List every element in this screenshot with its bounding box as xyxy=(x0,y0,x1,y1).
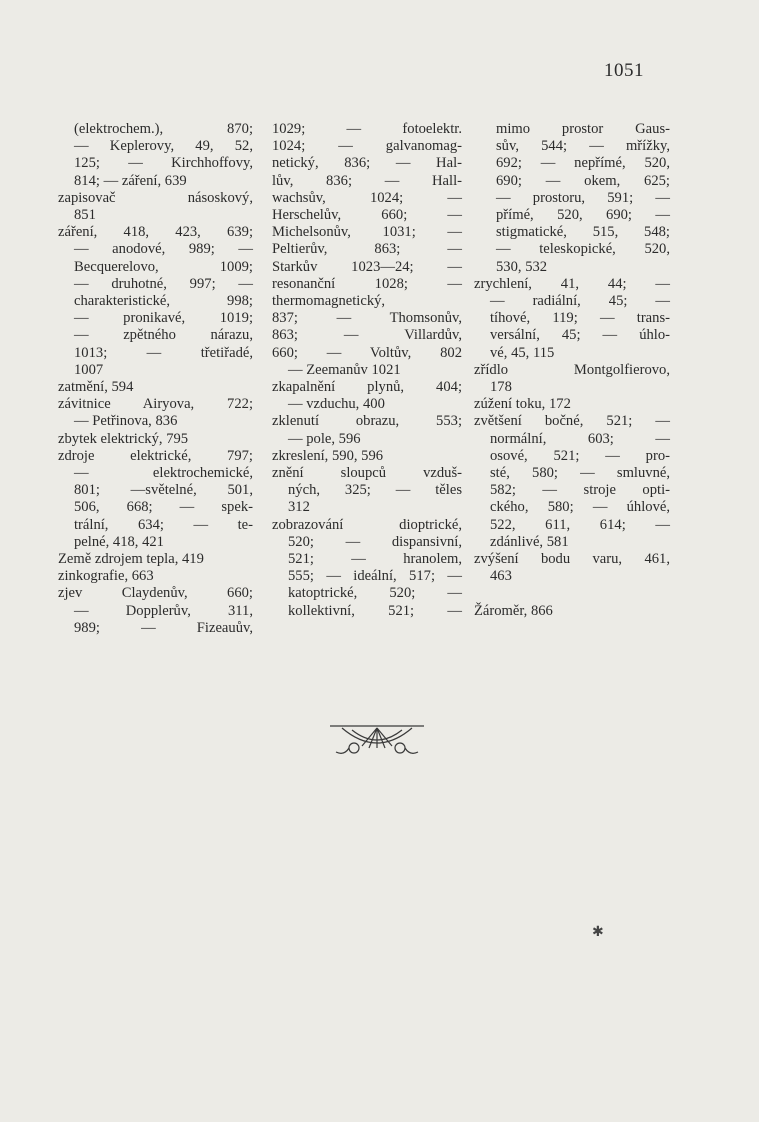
index-line: 178 xyxy=(490,379,512,396)
index-line: Peltierův, 863; — xyxy=(272,241,462,258)
index-line: zúžení toku, 172 xyxy=(474,396,571,413)
index-line: 1007 xyxy=(74,361,104,378)
index-line: — vzduchu, 400 xyxy=(288,396,385,413)
index-line: 582; — stroje opti- xyxy=(490,482,670,499)
index-line: zvětšení bočné, 521; — xyxy=(474,413,670,430)
index-line: — prostoru, 591; — xyxy=(496,189,670,206)
index-line: znění sloupců vzduš- xyxy=(272,465,462,482)
index-line: 814; — záření, 639 xyxy=(74,172,187,189)
index-line: zinkografie, 663 xyxy=(58,568,154,585)
index-line: Starkův 1023—24; — xyxy=(272,258,462,275)
index-line: Žároměr, 866 xyxy=(474,602,553,619)
index-line: 837; — Thomsonův, xyxy=(272,310,462,327)
index-line: záření, 418, 423, 639; xyxy=(58,224,253,241)
index-line: — zpětného nárazu, xyxy=(74,327,253,344)
index-line: — teleskopické, 520, xyxy=(496,241,670,258)
index-line: — Keplerovy, 49, 52, xyxy=(74,138,253,155)
index-line: 530, 532 xyxy=(496,258,548,275)
index-line: 521; — hranolem, xyxy=(288,551,462,568)
index-line: (elektrochem.), 870; xyxy=(74,121,253,137)
index-line: 863; — Villardův, xyxy=(272,327,462,344)
index-line: trální, 634; — te- xyxy=(74,516,253,533)
index-line: 522, 611, 614; — xyxy=(490,516,670,533)
index-line: — druhotné, 997; — xyxy=(74,275,253,292)
index-line: ckého, 580; — úhlové, xyxy=(490,499,670,516)
decorative-tailpiece-ornament xyxy=(322,718,432,760)
index-line: thermomagnetický, xyxy=(272,293,386,310)
index-line: — Petřinova, 836 xyxy=(74,413,178,430)
index-line: 312 xyxy=(288,499,310,516)
index-line: zkreslení, 590, 596 xyxy=(272,447,384,464)
index-line: 125; — Kirchhoffovy, xyxy=(74,155,253,172)
index-line: wachsův, 1024; — xyxy=(272,189,462,206)
index-column-1 xyxy=(58,121,253,637)
index-line: ných, 325; — těles xyxy=(288,482,462,499)
index-line: přímé, 520, 690; — xyxy=(496,207,670,224)
index-line: vé, 45, 115 xyxy=(490,344,555,361)
index-line: resonanční 1028; — xyxy=(272,275,462,292)
index-line: osové, 521; — pro- xyxy=(490,447,670,464)
index-line: zkapalnění plynů, 404; xyxy=(272,379,462,396)
index-line: 801; —světelné, 501, xyxy=(74,482,253,499)
index-line: 690; — okem, 625; xyxy=(496,172,670,189)
index-line: 660; — Voltův, 802 xyxy=(272,344,462,361)
index-line: — elektrochemické, xyxy=(74,465,253,482)
index-line: 1029; — fotoelektr. xyxy=(272,121,462,137)
index-line: 555; — ideální, 517; — xyxy=(288,568,462,585)
index-line: netický, 836; — Hal- xyxy=(272,155,462,172)
index-line: — pronikavé, 1019; xyxy=(74,310,253,327)
index-line: — pole, 596 xyxy=(288,430,361,447)
index-line: zdroje elektrické, 797; xyxy=(58,447,253,464)
index-line: katoptrické, 520; — xyxy=(288,585,462,602)
index-line: zjev Claydenův, 660; xyxy=(58,585,253,602)
index-line: sté, 580; — smluvné, xyxy=(490,465,670,482)
index-line: Becquerelovo, 1009; xyxy=(74,258,253,275)
index-line: zrychlení, 41, 44; — xyxy=(474,275,670,292)
index-line: stigmatické, 515, 548; xyxy=(496,224,670,241)
index-line: Michelsonův, 1031; — xyxy=(272,224,462,241)
index-line: 506, 668; — spek- xyxy=(74,499,253,516)
index-column-2 xyxy=(272,121,462,620)
index-line xyxy=(474,585,670,602)
index-line: 520; — dispansivní, xyxy=(288,533,462,550)
index-line: 1013; — třetiřadé, xyxy=(74,344,253,361)
index-line: — radiální, 45; — xyxy=(490,293,670,310)
index-line: zdánlivé, 581 xyxy=(490,533,569,550)
index-column-3 xyxy=(474,121,670,620)
index-line: kollektivní, 521; — xyxy=(288,602,462,619)
index-line: 851 xyxy=(74,207,96,224)
page-number: 1051 xyxy=(604,60,644,81)
index-line: Herschelův, 660; — xyxy=(272,207,462,224)
index-line: lův, 836; — Hall- xyxy=(272,172,462,189)
index-line: 1024; — galvanomag- xyxy=(272,138,462,155)
index-line: versální, 45; — úhlo- xyxy=(490,327,670,344)
index-line: sův, 544; — mřížky, xyxy=(496,138,670,155)
index-line: charakteristické, 998; xyxy=(74,293,253,310)
index-line: zbytek elektrický, 795 xyxy=(58,430,189,447)
ink-speck: ✱ xyxy=(592,925,604,940)
index-line: — Dopplerův, 311, xyxy=(74,602,253,619)
index-line: tíhové, 119; — trans- xyxy=(490,310,670,327)
index-line: — Zeemanův 1021 xyxy=(288,361,401,378)
index-line: závitnice Airyova, 722; xyxy=(58,396,253,413)
index-line: mimo prostor Gaus- xyxy=(496,121,670,137)
index-line: zklenutí obrazu, 553; xyxy=(272,413,462,430)
index-line: zatmění, 594 xyxy=(58,379,134,396)
index-line: 692; — nepřímé, 520, xyxy=(496,155,670,172)
index-line: zvýšení bodu varu, 461, xyxy=(474,551,670,568)
index-line: Země zdrojem tepla, 419 xyxy=(58,551,204,568)
index-line: 463 xyxy=(490,568,512,585)
index-line: zapisovač násoskový, xyxy=(58,189,253,206)
index-line: zobrazování dioptrické, xyxy=(272,516,462,533)
index-line: — anodové, 989; — xyxy=(74,241,253,258)
index-line: pelné, 418, 421 xyxy=(74,533,164,550)
index-line: 989; — Fizeauův, xyxy=(74,619,253,636)
index-line: zřídlo Montgolfierovo, xyxy=(474,361,670,378)
index-line: normální, 603; — xyxy=(490,430,670,447)
